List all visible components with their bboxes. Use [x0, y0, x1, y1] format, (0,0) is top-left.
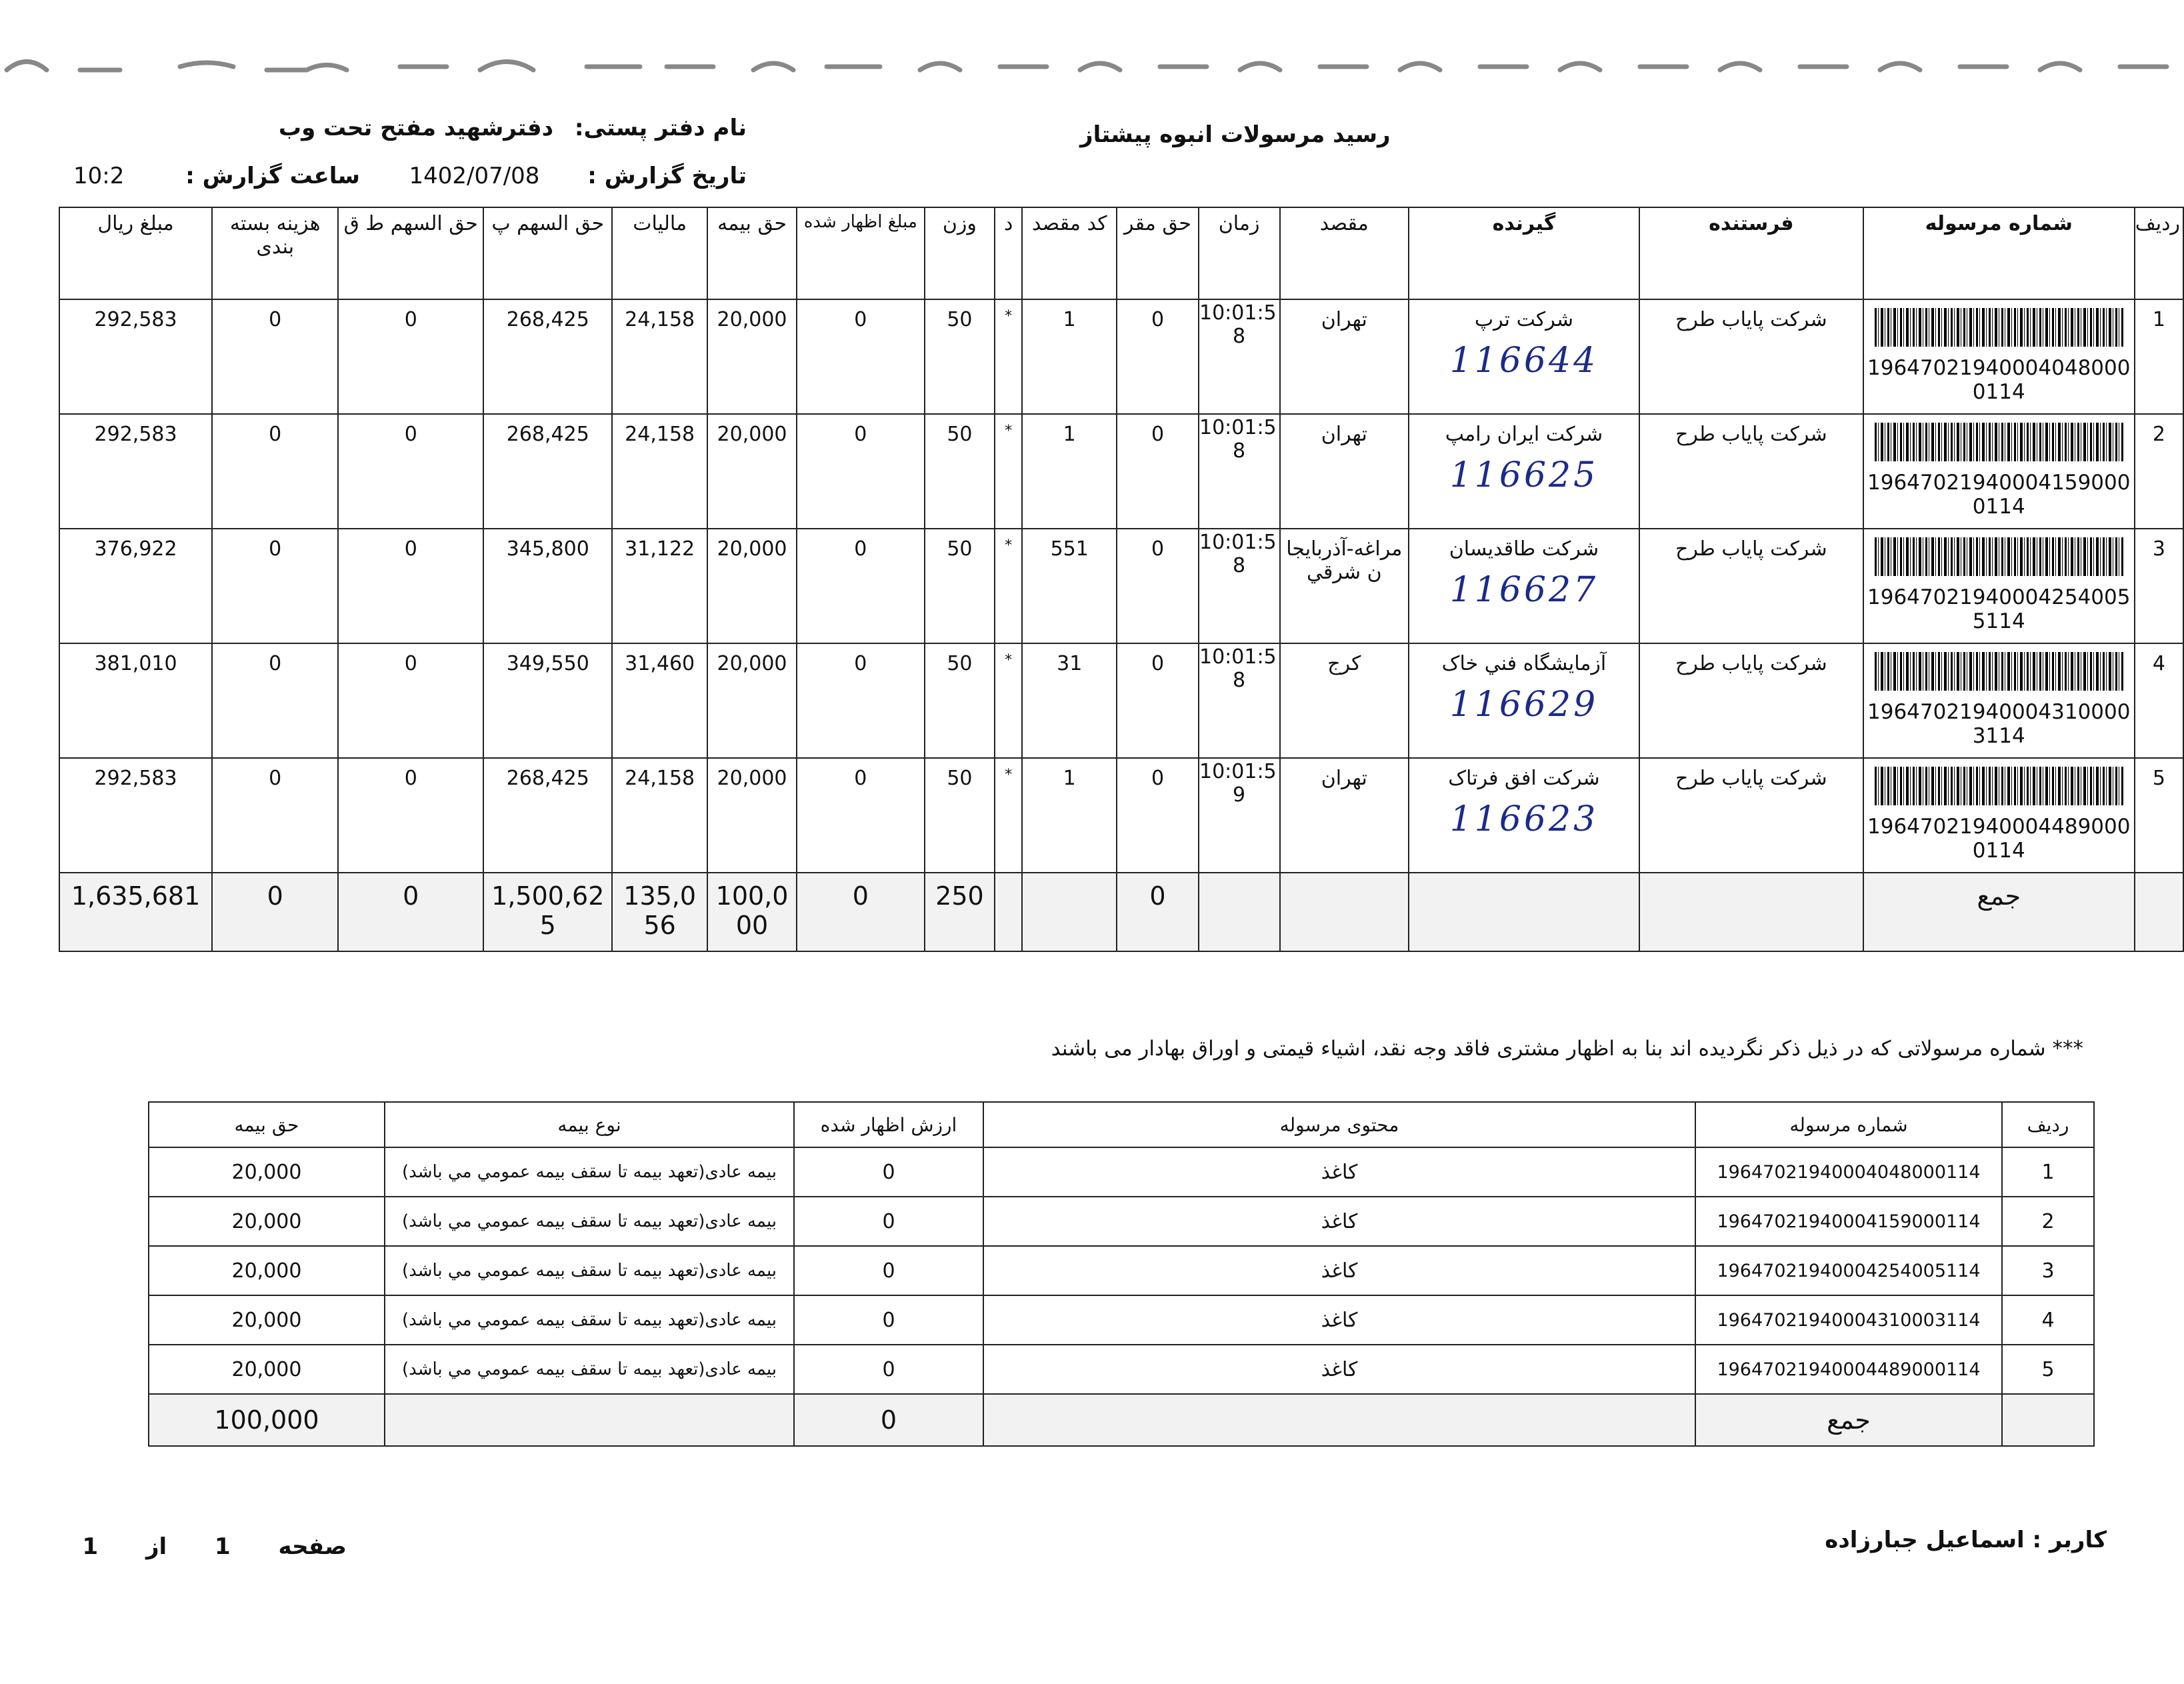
base-fee-cell: 0 [1117, 758, 1198, 873]
insurance-total-row [149, 1394, 2094, 1446]
total-empty-d [995, 873, 1022, 951]
date-line [400, 163, 747, 189]
total-label: جمع [1863, 873, 2135, 951]
page-of: از [145, 1533, 167, 1560]
col-destination: مقصد [1280, 207, 1409, 299]
time-line2: 9 [1233, 783, 1246, 807]
weight-cell: 50 [925, 299, 995, 414]
shipment-number-cell [1863, 529, 2135, 643]
col-packaging: هزینه بسته بندی [212, 207, 338, 299]
share-p-cell: 268,425 [483, 299, 612, 414]
ins-value: 0 [794, 1345, 983, 1394]
declared-cell: 0 [797, 299, 924, 414]
shipment-number-line2: 0114 [1972, 495, 2025, 519]
table-row [59, 643, 2183, 758]
time-line1: 10:01:5 [1199, 301, 1277, 325]
col-tax: مالیات [612, 207, 707, 299]
ins-total-empty-content [983, 1394, 1695, 1446]
amount-cell: 376,922 [59, 529, 212, 643]
barcode-image [1875, 423, 2123, 461]
declared-cell: 0 [797, 758, 924, 873]
table-row [59, 529, 2183, 643]
shipment-number-cell [1863, 643, 2135, 758]
total-base-fee: 0 [1117, 873, 1198, 951]
ins-number: 19647021940004159000114 [1695, 1197, 2002, 1246]
col-share-p: حق السهم پ [483, 207, 612, 299]
col-amount: مبلغ ریال [59, 207, 212, 299]
share-tq-cell: 0 [338, 643, 483, 758]
col-time: زمان [1199, 207, 1280, 299]
user-line [1825, 1527, 2107, 1553]
insurance-cell: 20,000 [707, 529, 797, 643]
time-line1: 10:01:5 [1199, 416, 1277, 439]
amount-cell: 292,583 [59, 299, 212, 414]
receiver-cell [1409, 758, 1639, 873]
ins-premium: 20,000 [149, 1345, 385, 1394]
table-row [59, 414, 2183, 529]
shipment-number-line2: 0114 [1972, 380, 2025, 404]
ins-content: کاغذ [983, 1147, 1695, 1197]
receiver-cell [1409, 299, 1639, 414]
ins-type: بیمه عادی(تعهد بیمه تا سقف بیمه عمومي مي باشد) [385, 1147, 794, 1197]
d-cell: * [995, 643, 1022, 758]
d-cell: * [995, 529, 1022, 643]
page-total: 1 [82, 1533, 99, 1560]
ins-col-premium: حق بیمه [149, 1102, 385, 1147]
ins-value: 0 [794, 1246, 983, 1295]
base-fee-cell: 0 [1117, 414, 1198, 529]
sender-cell: شرکت پایاب طرح [1639, 299, 1863, 414]
receiver-name: آزمایشگاه فني خاک [1441, 652, 1607, 675]
col-sender: فرستنده [1639, 207, 1863, 299]
receiver-name: شرکت افق فرتاک [1448, 767, 1600, 790]
share-p-cell: 345,800 [483, 529, 612, 643]
tax-cell: 31,460 [612, 643, 707, 758]
table-row [59, 299, 2183, 414]
time-cell [1199, 299, 1280, 414]
handwritten-number: 116629 [1449, 685, 1599, 725]
ins-index: 1 [2002, 1147, 2094, 1197]
packaging-cell: 0 [212, 529, 338, 643]
ins-col-type: نوع بیمه [385, 1102, 794, 1147]
date-value: 1402/07/08 [409, 163, 540, 189]
receiver-cell [1409, 414, 1639, 529]
time-line [73, 163, 360, 189]
time-line2: 8 [1233, 669, 1246, 692]
ins-number: 19647021940004489000114 [1695, 1345, 2002, 1394]
shipments-table [59, 207, 2184, 952]
ins-content: کاغذ [983, 1246, 1695, 1295]
ins-premium: 20,000 [149, 1295, 385, 1345]
total-empty-index [2135, 873, 2183, 951]
destination-cell: کرج [1280, 643, 1409, 758]
ins-number: 19647021940004254005114 [1695, 1246, 2002, 1295]
ins-value: 0 [794, 1147, 983, 1197]
insurance-table [148, 1101, 2095, 1447]
weight-cell: 50 [925, 529, 995, 643]
ins-index: 4 [2002, 1295, 2094, 1345]
share-p-cell: 268,425 [483, 758, 612, 873]
ins-total-value: 0 [794, 1394, 983, 1446]
barcode-image [1875, 652, 2123, 691]
time-line1: 10:01:5 [1199, 760, 1277, 783]
barcode-image [1875, 537, 2123, 576]
page-current: 1 [215, 1533, 231, 1560]
total-empty-time [1199, 873, 1280, 951]
ins-value: 0 [794, 1197, 983, 1246]
total-share-tq: 0 [338, 873, 483, 951]
shipment-number-line1: 19647021940004310000 [1867, 700, 2131, 724]
ins-col-content: محتوی مرسوله [983, 1102, 1695, 1147]
total-share-p: 1,500,62 5 [483, 873, 612, 951]
ins-index: 2 [2002, 1197, 2094, 1246]
receiver-cell [1409, 643, 1639, 758]
receiver-name: شرکت ترپ [1474, 308, 1574, 331]
share-tq-cell: 0 [338, 529, 483, 643]
packaging-cell: 0 [212, 414, 338, 529]
total-empty-code [1022, 873, 1117, 951]
receiver-name: شرکت ایران رامپ [1445, 423, 1603, 446]
ins-content: کاغذ [983, 1197, 1695, 1246]
total-declared: 0 [797, 873, 924, 951]
weight-cell: 50 [925, 758, 995, 873]
handwritten-number: 116623 [1449, 799, 1599, 839]
ins-premium: 20,000 [149, 1246, 385, 1295]
ins-col-number: شماره مرسوله [1695, 1102, 2002, 1147]
total-empty-receiver [1409, 873, 1639, 951]
shipment-number-line1: 19647021940004048000 [1867, 356, 2131, 380]
amount-cell: 381,010 [59, 643, 212, 758]
col-declared: مبلغ اظهار شده [797, 207, 924, 299]
total-empty-dest [1280, 873, 1409, 951]
share-p-cell: 349,550 [483, 643, 612, 758]
share-tq-cell: 0 [338, 299, 483, 414]
time-line2: 8 [1233, 554, 1246, 577]
tax-cell: 31,122 [612, 529, 707, 643]
destination-cell: مراغه-آذربایجا ن شرقي [1280, 529, 1409, 643]
table-header-row [59, 207, 2183, 299]
user-label: کاربر : [2032, 1527, 2107, 1553]
tax-cell: 24,158 [612, 414, 707, 529]
time-value: 10:2 [73, 163, 125, 189]
insurance-header-row [149, 1102, 2094, 1147]
user-name: اسماعیل جبارزاده [1825, 1527, 2025, 1553]
declared-cell: 0 [797, 414, 924, 529]
report-title: رسید مرسولات انبوه پیشتاز [1080, 121, 1391, 148]
total-packaging: 0 [212, 873, 338, 951]
table-row [59, 758, 2183, 873]
row-index: 5 [2135, 758, 2183, 873]
row-index: 3 [2135, 529, 2183, 643]
handwritten-number: 116625 [1449, 455, 1599, 495]
col-insurance: حق بیمه [707, 207, 797, 299]
shipment-number-line1: 19647021940004254005 [1867, 585, 2131, 609]
date-label: تاریخ گزارش : [587, 163, 747, 189]
dest-code-cell: 1 [1022, 414, 1117, 529]
ins-number: 19647021940004048000114 [1695, 1147, 2002, 1197]
total-insurance: 100,0 00 [707, 873, 797, 951]
destination-cell: تهران [1280, 414, 1409, 529]
col-base-fee: حق مقر [1117, 207, 1198, 299]
d-cell: * [995, 414, 1022, 529]
shipment-number-cell [1863, 299, 2135, 414]
base-fee-cell: 0 [1117, 643, 1198, 758]
col-share-tq: حق السهم ط ق [338, 207, 483, 299]
page-label: صفحه [278, 1533, 347, 1560]
shipment-number-line2: 3114 [1972, 724, 2025, 748]
barcode-image [1875, 767, 2123, 805]
col-index: ردیف [2135, 207, 2183, 299]
sender-cell: شرکت پایاب طرح [1639, 414, 1863, 529]
insurance-row [149, 1197, 2094, 1246]
ins-total-label: جمع [1695, 1394, 2002, 1446]
time-cell [1199, 529, 1280, 643]
total-row [59, 873, 2183, 951]
note-text: *** شماره مرسولاتی که در ذیل ذکر نگردیده اند بنا به اظهار مشتری فاقد وجه نقد، اشیاء قیمتی و اوراق بهادار می باشند [1051, 1037, 2083, 1061]
base-fee-cell: 0 [1117, 529, 1198, 643]
weight-cell: 50 [925, 414, 995, 529]
ins-value: 0 [794, 1295, 983, 1345]
ins-index: 5 [2002, 1345, 2094, 1394]
packaging-cell: 0 [212, 299, 338, 414]
weight-cell: 50 [925, 643, 995, 758]
total-tax: 135,0 56 [612, 873, 707, 951]
total-empty-sender [1639, 873, 1863, 951]
barcode-image [1875, 308, 2123, 347]
col-weight: وزن [925, 207, 995, 299]
office-label: نام دفتر پستی: [574, 115, 747, 141]
d-cell: * [995, 758, 1022, 873]
share-p-cell: 268,425 [483, 414, 612, 529]
share-tq-cell: 0 [338, 758, 483, 873]
ins-content: کاغذ [983, 1345, 1695, 1394]
row-index: 1 [2135, 299, 2183, 414]
office-value: دفترشهید مفتح تحت وب [278, 115, 554, 141]
time-label: ساعت گزارش : [185, 163, 360, 189]
ins-premium: 20,000 [149, 1147, 385, 1197]
row-index: 4 [2135, 643, 2183, 758]
tax-cell: 24,158 [612, 758, 707, 873]
packaging-cell: 0 [212, 643, 338, 758]
tax-cell: 24,158 [612, 299, 707, 414]
dest-code-cell: 551 [1022, 529, 1117, 643]
dest-code-cell: 1 [1022, 299, 1117, 414]
destination-cell: تهران [1280, 758, 1409, 873]
sender-cell: شرکت پایاب طرح [1639, 529, 1863, 643]
insurance-row [149, 1295, 2094, 1345]
ins-type: بیمه عادی(تعهد بیمه تا سقف بیمه عمومي مي باشد) [385, 1197, 794, 1246]
time-cell [1199, 414, 1280, 529]
destination-cell: تهران [1280, 299, 1409, 414]
shipment-number-line2: 0114 [1972, 839, 2025, 863]
receiver-cell [1409, 529, 1639, 643]
amount-cell: 292,583 [59, 414, 212, 529]
time-line2: 8 [1233, 439, 1246, 463]
insurance-cell: 20,000 [707, 758, 797, 873]
d-cell: * [995, 299, 1022, 414]
ins-total-premium: 100,000 [149, 1394, 385, 1446]
insurance-row [149, 1345, 2094, 1394]
ins-total-empty-type [385, 1394, 794, 1446]
ins-premium: 20,000 [149, 1197, 385, 1246]
ins-type: بیمه عادی(تعهد بیمه تا سقف بیمه عمومي مي باشد) [385, 1246, 794, 1295]
shipment-number-cell [1863, 414, 2135, 529]
col-shipment-number: شماره مرسوله [1863, 207, 2135, 299]
ins-total-empty-index [2002, 1394, 2094, 1446]
handwritten-number: 116644 [1449, 341, 1599, 381]
shipment-number-line1: 19647021940004159000 [1867, 471, 2131, 495]
time-line1: 10:01:5 [1199, 645, 1277, 669]
shipment-number-line1: 19647021940004489000 [1867, 815, 2131, 839]
insurance-cell: 20,000 [707, 414, 797, 529]
ins-col-value: ارزش اظهار شده [794, 1102, 983, 1147]
col-d: د [995, 207, 1022, 299]
base-fee-cell: 0 [1117, 299, 1198, 414]
ins-type: بیمه عادی(تعهد بیمه تا سقف بیمه عمومي مي باشد) [385, 1345, 794, 1394]
time-cell [1199, 643, 1280, 758]
tractor-feed-strip [0, 47, 2184, 93]
time-line1: 10:01:5 [1199, 531, 1277, 554]
share-tq-cell: 0 [338, 414, 483, 529]
sender-cell: شرکت پایاب طرح [1639, 643, 1863, 758]
declared-cell: 0 [797, 529, 924, 643]
packaging-cell: 0 [212, 758, 338, 873]
receiver-name: شرکت طاقدیسان [1449, 537, 1599, 561]
amount-cell: 292,583 [59, 758, 212, 873]
total-weight: 250 [925, 873, 995, 951]
insurance-cell: 20,000 [707, 643, 797, 758]
ins-index: 3 [2002, 1246, 2094, 1295]
total-amount: 1,635,681 [59, 873, 212, 951]
ins-type: بیمه عادی(تعهد بیمه تا سقف بیمه عمومي مي باشد) [385, 1295, 794, 1345]
time-line2: 8 [1233, 325, 1246, 348]
time-cell [1199, 758, 1280, 873]
ins-content: کاغذ [983, 1295, 1695, 1345]
insurance-cell: 20,000 [707, 299, 797, 414]
row-index: 2 [2135, 414, 2183, 529]
shipment-number-cell [1863, 758, 2135, 873]
declared-cell: 0 [797, 643, 924, 758]
dest-code-cell: 1 [1022, 758, 1117, 873]
page-indicator [82, 1533, 347, 1560]
handwritten-number: 116627 [1449, 570, 1599, 610]
office-line [278, 115, 747, 141]
sender-cell: شرکت پایاب طرح [1639, 758, 1863, 873]
ins-col-index: ردیف [2002, 1102, 2094, 1147]
shipment-number-line2: 5114 [1972, 609, 2025, 633]
ins-number: 19647021940004310003114 [1695, 1295, 2002, 1345]
insurance-row [149, 1147, 2094, 1197]
insurance-row [149, 1246, 2094, 1295]
col-dest-code: کد مقصد [1022, 207, 1117, 299]
col-receiver: گیرنده [1409, 207, 1639, 299]
dest-code-cell: 31 [1022, 643, 1117, 758]
